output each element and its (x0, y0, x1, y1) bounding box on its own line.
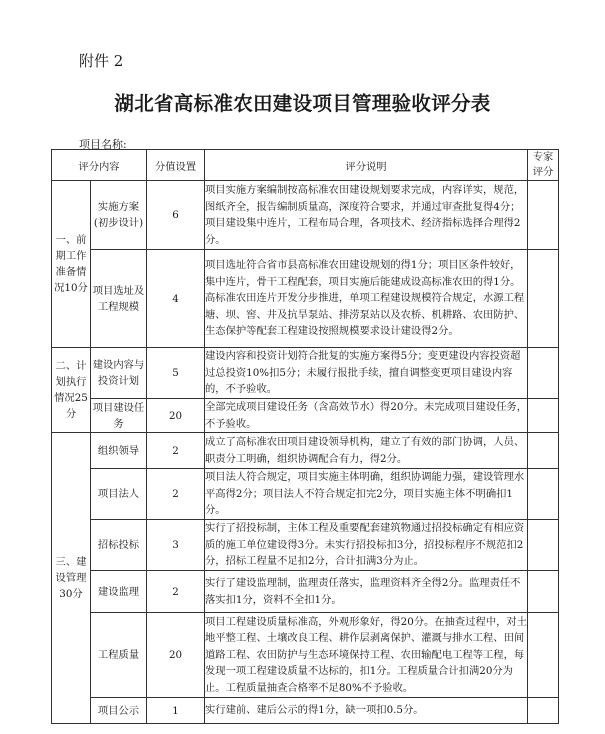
expert-score-cell[interactable] (528, 571, 559, 613)
expert-score-cell[interactable] (528, 469, 559, 520)
subitem-label: 实施方案(初步设计) (91, 181, 147, 250)
scoring-description: 全部完成项目建设任务（含高效节水）得20分。未完成项目建设任务，不予验收。 (205, 399, 528, 433)
scoring-description: 成立了高标准农田项目建设领导机构，建立了有效的部门协调，人员、职责分工明确，组织协调配合有力，得2分。 (205, 433, 528, 469)
category-preparation: 一、前期工作准备情况10分 (52, 181, 91, 348)
score-value: 20 (147, 399, 205, 433)
subitem-label: 项目公示 (91, 698, 147, 724)
score-value: 2 (147, 469, 205, 520)
expert-score-cell[interactable] (528, 399, 559, 433)
table-row (52, 250, 559, 348)
subitem-label: 建设监理 (91, 571, 147, 613)
table-row (52, 433, 559, 469)
score-value: 20 (147, 613, 205, 698)
table-row (52, 520, 559, 571)
expert-score-cell[interactable] (528, 613, 559, 698)
score-value: 3 (147, 520, 205, 571)
score-value: 5 (147, 348, 205, 399)
subitem-label: 项目建设任务 (91, 399, 147, 433)
subitem-label: 项目法人 (91, 469, 147, 520)
header-score: 分值设置 (147, 150, 205, 181)
document-title: 湖北省高标准农田建设项目管理验收评分表 (114, 92, 491, 115)
subitem-label: 组织领导 (91, 433, 147, 469)
table-row (52, 399, 559, 433)
scoring-description: 项目选址符合省市县高标准农田建设规划的得1分；项目区条件较好，集中连片，骨干工程配套，项目实施后能建成设高标准农田的得1分。高标准农田连片开发分步推进，单项工程建设规模符合规定，水源工程塘、坝、窖、井及抗旱泵站、排涝泵站以及农桥、机耕路、农田防护、生态保护等配套工程建设按照规模要求设计建设得2分。 (205, 250, 528, 348)
table-row (52, 613, 559, 698)
scoring-description: 实行了招投标制，主体工程及重要配套建筑物通过招投标确定有相应资质的施工单位建设得3分。未实行招投标扣3分，招投标程序不规范扣2分，招标工程量不足扣2分，合计扣满3分为止。 (205, 520, 528, 571)
header-content: 评分内容 (52, 150, 147, 181)
scoring-description: 项目工程建设质量标准高，外观形象好，得20分。在抽查过程中，对土地平整工程、土壤改良工程、耕作层剥离保护、灌溉与排水工程、田间道路工程、农田防护与生态环境保持工程、农田输配电工程等工程，每发现一项工程建设质量不达标的，扣1分。工程质量合计扣满20分为止。工程质量抽查合格率不足80%不予验收。 (205, 613, 528, 698)
scoring-description: 建设内容和投资计划符合批复的实施方案得5分；变更建设内容投资超过总投资10%扣5分；未履行报批手续，擅自调整变更项目建设内容的，不予验收。 (205, 348, 528, 399)
expert-score-cell[interactable] (528, 250, 559, 348)
subitem-label: 项目选址及工程规模 (91, 250, 147, 348)
table-row (52, 698, 559, 724)
subitem-label: 招标投标 (91, 520, 147, 571)
score-value: 6 (147, 181, 205, 250)
table-row (52, 571, 559, 613)
expert-score-cell[interactable] (528, 348, 559, 399)
project-name-label: 项目名称: (79, 138, 127, 151)
scoring-description: 项目实施方案编制按高标准农田建设规划要求完成，内容详实，规范，图纸齐全，报告编制质量高，深度符合要求，并通过审查批复得4分；项目建设集中连片，工程布局合理，各项技术、经济指标选择合理得2分。 (205, 181, 528, 250)
expert-score-cell[interactable] (528, 433, 559, 469)
header-description: 评分说明 (205, 150, 528, 181)
table-header-row (52, 150, 559, 181)
table-row (52, 348, 559, 399)
score-value: 2 (147, 571, 205, 613)
expert-score-cell[interactable] (528, 181, 559, 250)
attachment-label: 附件 2 (79, 52, 124, 70)
table-row (52, 181, 559, 250)
subitem-label: 建设内容与投资计划 (91, 348, 147, 399)
category-construction-management: 三、建设管理30分 (52, 433, 91, 724)
expert-score-cell[interactable] (528, 698, 559, 724)
category-plan-execution: 二、计划执行情况25分 (52, 348, 91, 433)
header-expert-score: 专家评分 (528, 150, 559, 181)
subitem-label: 工程质量 (91, 613, 147, 698)
score-value: 4 (147, 250, 205, 348)
scoring-description: 实行了建设监理制，监理责任落实，监理资料齐全得2分。监理责任不落实扣1分，资料不全扣1分。 (205, 571, 528, 613)
expert-score-cell[interactable] (528, 520, 559, 571)
table-row (52, 469, 559, 520)
score-value: 1 (147, 698, 205, 724)
scoring-table (51, 149, 559, 724)
scoring-description: 项目法人符合规定，项目实施主体明确，组织协调能力强，建设管理水平高得2分；项目法人不符合规定扣完2分，项目实施主体不明确扣1分。 (205, 469, 528, 520)
scoring-description: 实行建前、建后公示的得1分，缺一项扣0.5分。 (205, 698, 528, 724)
score-value: 2 (147, 433, 205, 469)
